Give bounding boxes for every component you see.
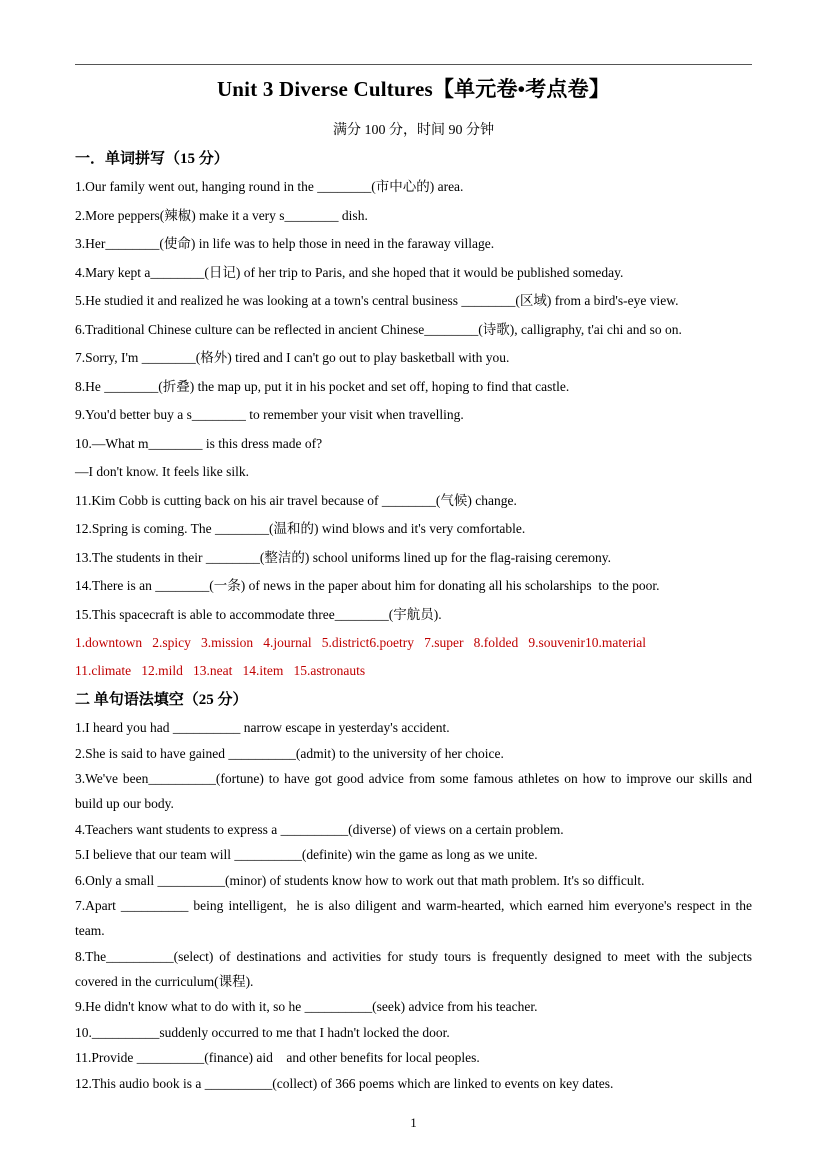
question-line: 7.Apart __________ being intelligent, he is also diligent and warm-hearted, which earned him everyone's respect in the team. xyxy=(75,898,756,938)
question-line: 3.Her________(使命) in life was to help those in need in the faraway village. xyxy=(75,236,495,251)
question-line: 1.I heard you had __________ narrow escape in yesterday's accident. xyxy=(75,720,450,735)
page-number: 1 xyxy=(410,1115,417,1130)
question-line: 11.Provide __________(finance) aid and other benefits for local peoples. xyxy=(75,1050,480,1065)
question-line: 11.Kim Cobb is cutting back on his air travel because of ________(气候) change. xyxy=(75,492,517,508)
question-line: 5.He studied it and realized he was looking at a town's central business ________(区域) from a bird's-eye view. xyxy=(75,293,679,308)
answer-key-line: 11.climate 12.mild 13.neat 14.item 15.astronauts xyxy=(75,663,366,678)
question-line: 2.More peppers(辣椒) make it a very s________ dish. xyxy=(75,207,368,223)
question-line: 3.We've been__________(fortune) to have got good advice from some famous athletes on how to improve our skills and build up our body. xyxy=(75,771,756,811)
question-line: 10.—What m________ is this dress made of? xyxy=(75,435,323,451)
question-line: 5.I believe that our team will __________(definite) win the game as long as we unite. xyxy=(75,847,538,862)
question-line: 7.Sorry, I'm ________(格外) tired and I can't go out to play basketball with you. xyxy=(75,350,510,365)
question-line: 9.You'd better buy a s________ to remember your visit when travelling. xyxy=(75,407,464,422)
question-line: 4.Teachers want students to express a __________(diverse) of views on a certain problem. xyxy=(75,821,564,837)
question-line: 8.He ________(折叠) the map up, put it in his pocket and set off, hoping to find that castle. xyxy=(75,378,570,394)
question-line: 9.He didn't know what to do with it, so he __________(seek) advice from his teacher. xyxy=(75,999,538,1014)
answer-key-line: 1.downtown 2.spicy 3.mission 4.journal 5.district6.poetry 7.super 8.folded 9.souvenir10.material xyxy=(75,635,647,650)
question-line: 14.There is an ________(一条) of news in the paper about him for donating all his scholarships to the poor. xyxy=(75,578,660,593)
section1-heading: 一．单词拼写（15 分） xyxy=(75,151,229,167)
question-line: 12.Spring is coming. The ________(温和的) wind blows and it's very comfortable. xyxy=(75,521,526,536)
question-line: 6.Only a small __________(minor) of students know how to work out that math problem. It's so difficult. xyxy=(75,872,645,888)
question-line: 13.The students in their ________(整洁的) school uniforms lined up for the flag-raising ceremony. xyxy=(75,549,612,565)
question-line: 10.__________suddenly occurred to me that I hadn't locked the door. xyxy=(75,1024,450,1040)
page-subtitle: 满分 100 分，时间 90 分钟 xyxy=(333,123,494,138)
question-line: —I don't know. It feels like silk. xyxy=(75,464,250,479)
question-line: 12.This audio book is a __________(collect) of 366 poems which are linked to events on key dates. xyxy=(75,1075,614,1091)
question-line: 15.This spacecraft is able to accommodate three________(宇航员). xyxy=(75,606,442,622)
section2-heading: 二 单句语法填空（25 分） xyxy=(75,692,248,708)
page-title: Unit 3 Diverse Cultures【单元卷•考点卷】 xyxy=(216,77,611,101)
question-line: 4.Mary kept a________(日记) of her trip to Paris, and she hoped that it would be published someday. xyxy=(75,264,624,280)
section1-answer-key xyxy=(75,630,752,684)
question-line: 8.The__________(select) of destinations and activities for study tours is frequently designed to meet with the subjects covered in the curriculum(课程). xyxy=(75,948,756,989)
question-line: 1.Our family went out, hanging round in the ________(市中心的) area. xyxy=(75,179,464,194)
section2-questions xyxy=(75,715,756,1096)
question-line: 2.She is said to have gained __________(admit) to the university of her choice. xyxy=(75,745,504,761)
header-divider xyxy=(75,64,752,65)
section1-questions xyxy=(75,174,752,627)
question-line: 6.Traditional Chinese culture can be reflected in ancient Chinese________(诗歌), calligraphy, t'ai chi and so on. xyxy=(75,321,682,337)
